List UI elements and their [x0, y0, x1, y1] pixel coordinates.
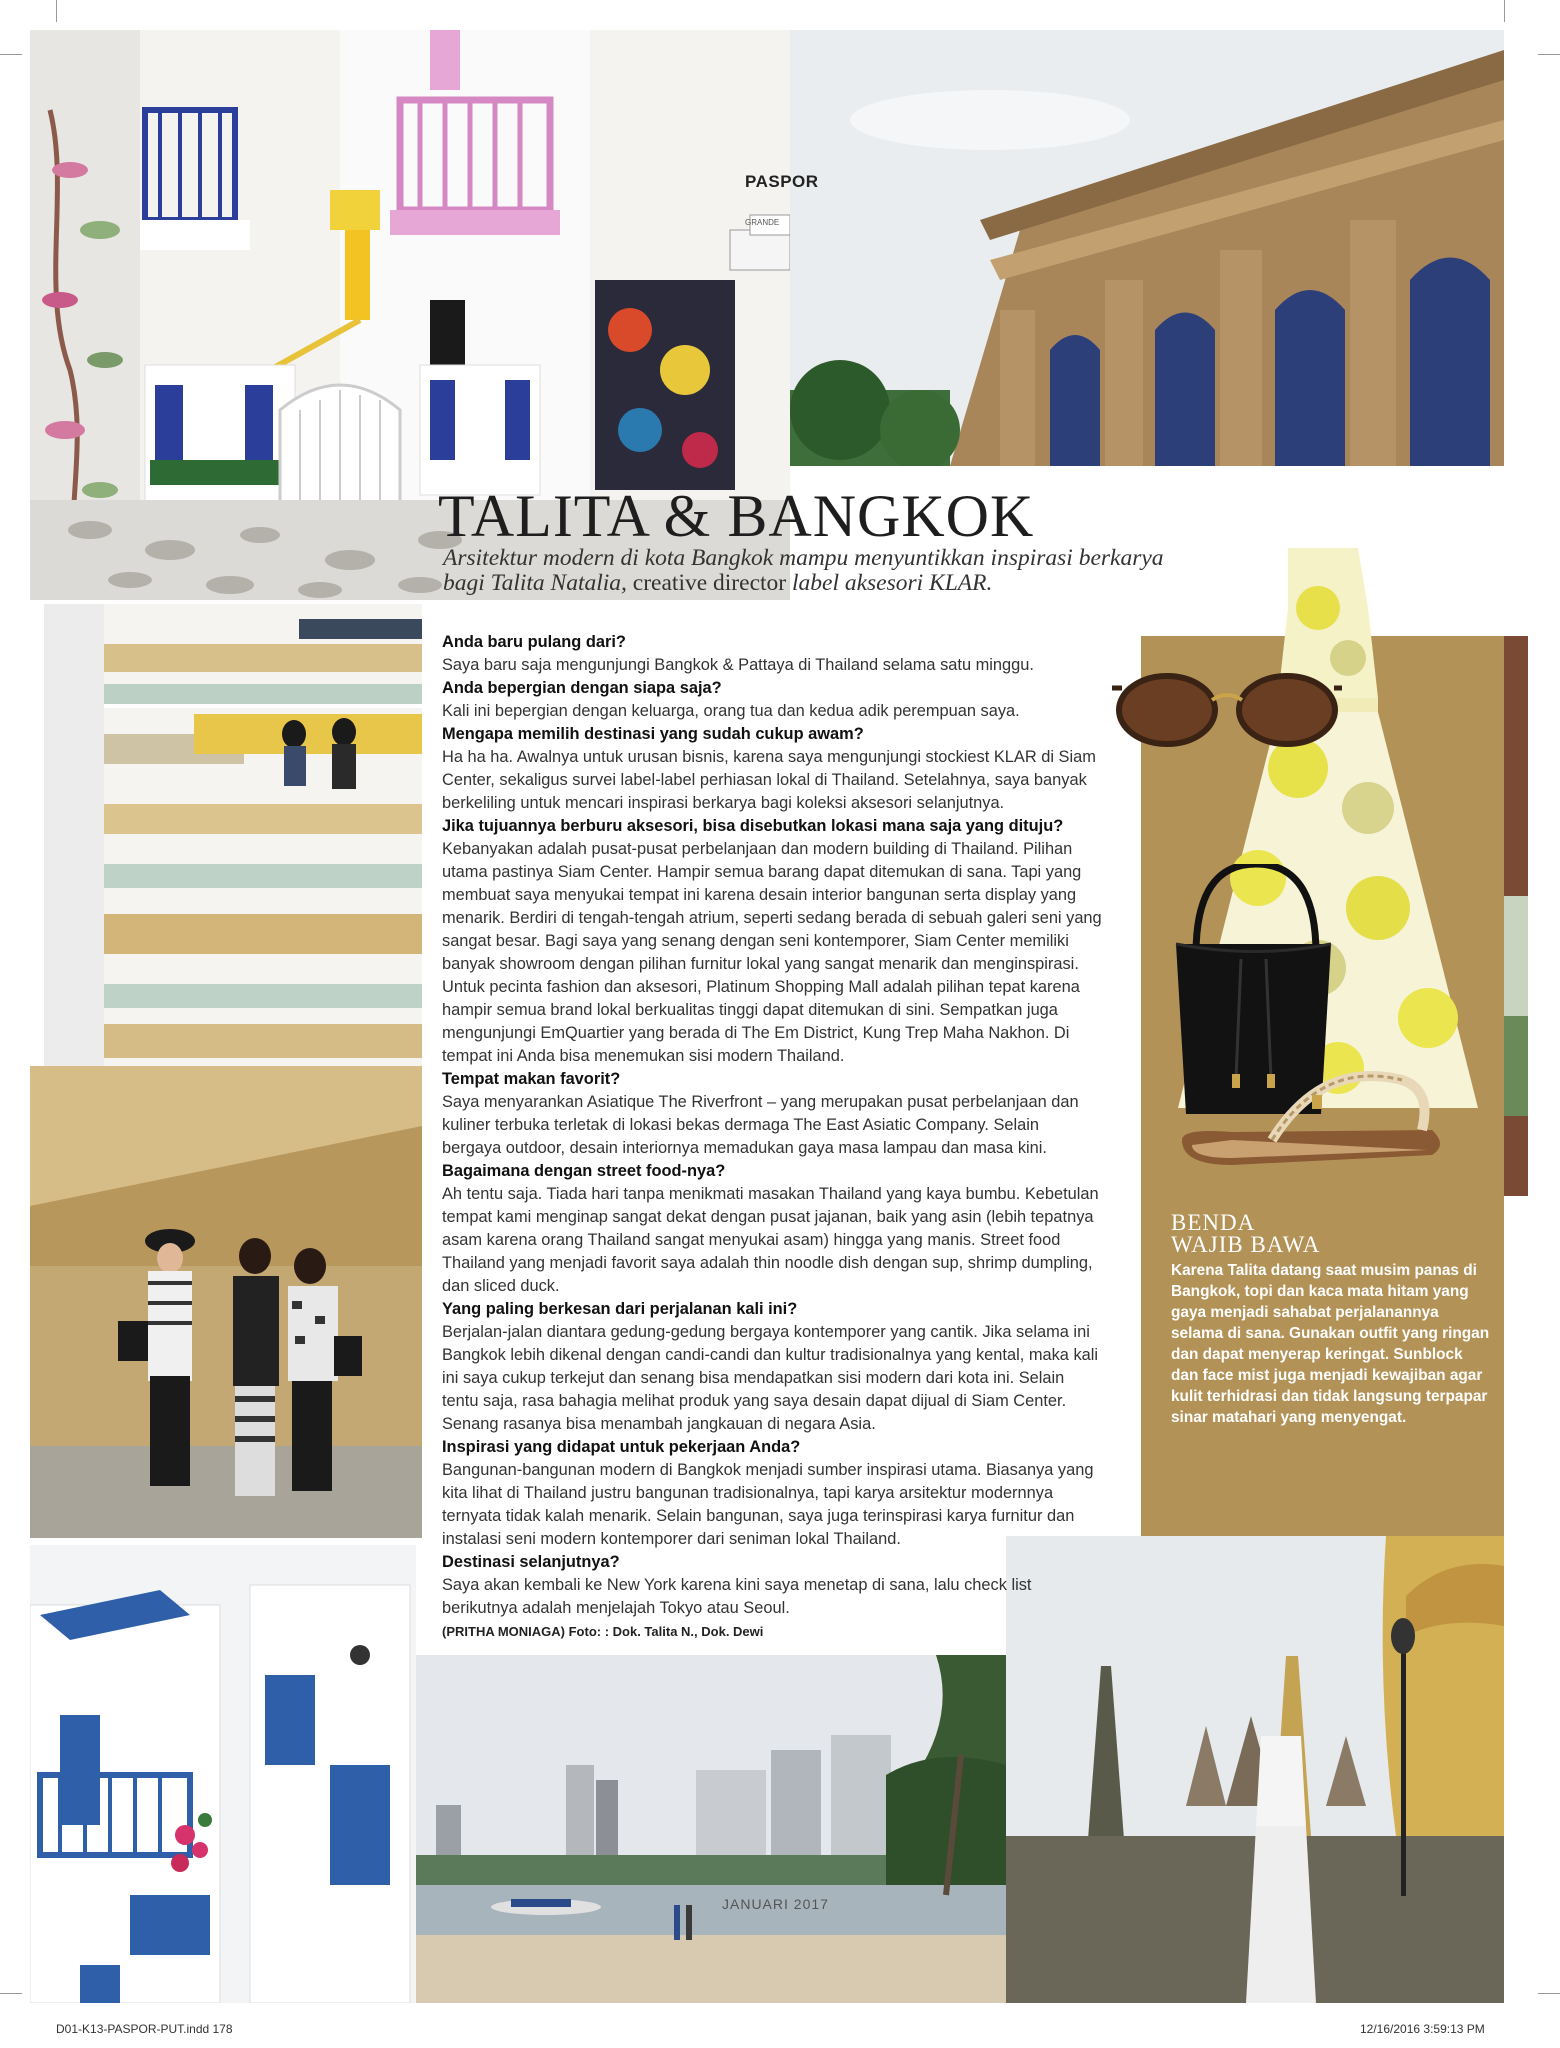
- sidebar-title-line: WAJIB BAWA: [1171, 1232, 1321, 1257]
- product-rope-sandals: [1172, 1060, 1448, 1168]
- interview-answer: Kali ini bepergian dengan keluarga, orang tua dan kedua adik perempuan saya.: [442, 702, 1020, 720]
- interview-question: Anda baru pulang dari?: [442, 633, 626, 651]
- sidebar-title: [1171, 1212, 1501, 1256]
- interview-question: Anda bepergian dengan siapa saja?: [442, 679, 722, 697]
- photo-blue-balcony-house: [30, 1545, 416, 2003]
- photo-pattaya-beach: [416, 1655, 1006, 2003]
- interview-question: Bagaimana dengan street food-nya?: [442, 1162, 726, 1180]
- crop-mark: [56, 0, 57, 22]
- interview-answer: Bangunan-bangunan modern di Bangkok menjadi sumber inspirasi utama. Biasanya yang kita lihat di Thailand justru bangunan tradisionalnya, tapi karya arsitektur modernnya ternyata tidak kalah menarik. Selain bangunan, saya juga terinspirasi karya furnitur dan instalasi seni modern kontemporer dari seniman lokal Thailand.: [442, 1461, 1094, 1548]
- interview-answer: Berjalan-jalan diantara gedung-gedung bergaya kontemporer yang cantik. Jika selama ini Bangkok lebih dikenal dengan candi-candi dan kultur tradisionalnya yang kental, maka kali ini saya cukup terkejut dan senang bisa mendapatkan sisi modern dari kota ini. Selain tentu saja, rasa bahagia melihat produk yang saya desain dapat dijual di Siam Center. Senang rasanya bisa menambah jangkauan di negara Asia.: [442, 1323, 1099, 1433]
- photo-credit: (PRITHA MONIAGA) Foto: : Dok. Talita N., Dok. Dewi: [442, 1624, 764, 1639]
- interview-question: Destinasi selanjutnya?: [442, 1553, 620, 1571]
- page-folio: JANUARI 2017: [722, 1896, 829, 1912]
- interview-answer: Saya baru saja mengunjungi Bangkok & Pattaya di Thailand selama satu minggu.: [442, 656, 1034, 674]
- photo-right-edge-strip: [1504, 636, 1528, 1196]
- crop-mark: [1538, 1993, 1560, 1994]
- footer-file-name: D01-K13-PASPOR-PUT.indd 178: [56, 2022, 233, 2036]
- crop-mark: [1538, 54, 1560, 55]
- interview-answer: Ah tentu saja. Tiada hari tanpa menikmati masakan Thailand yang kaya bumbu. Kebetulan tempat kami menginap sangat dekat dengan pusat jajanan, baik yang asin (lebih tepatnya asam karena orang Thailand sangat menyukai asam) hingga yang manis. Street food Thailand yang menjadi favorit saya adalah thin noodle dish dengan sup, shrimp dumpling, dan sliced duck.: [442, 1185, 1099, 1295]
- deck-text: Arsitektur modern di kota Bangkok mampu menyuntikkan inspirasi berkarya bagi Talita Natalia,: [443, 545, 1164, 596]
- photo-grand-palace-building: [790, 30, 1504, 466]
- article-title: TALITA & BANGKOK: [438, 483, 1035, 549]
- interview-question: Yang paling berkesan dari perjalanan kali ini?: [442, 1300, 798, 1318]
- section-label: PASPOR: [745, 172, 819, 191]
- interview-body: [442, 631, 1102, 1643]
- street-sign: GRANDE: [745, 218, 780, 227]
- interview-question: Inspirasi yang didapat untuk pekerjaan Anda?: [442, 1438, 801, 1456]
- crop-mark: [0, 1993, 22, 1994]
- interview-question: Mengapa memilih destinasi yang sudah cukup awam?: [442, 725, 864, 743]
- sidebar-title-line: BENDA: [1171, 1210, 1256, 1235]
- crop-mark: [1504, 0, 1505, 22]
- interview-answer: Kebanyakan adalah pusat-pusat perbelanjaan dan modern building di Thailand. Pilihan utama pastinya Siam Center. Hampir semua barang dapat ditemukan di sana. Tapi yang membuat saya menyukai tempat ini karena desain interior bangunan serta display yang menarik. Berdiri di tengah-tengah atrium, seperti sedang berada di sebuah galeri seni yang sangat besar. Bagi saya yang senang dengan seni kontemporer, Siam Center memiliki banyak showroom dengan pilihan furnitur lokal yang sangat menarik dan menginspirasi. Untuk pecinta fashion dan aksesori, Platinum Shopping Mall adalah pilihan tepat karena hampir semua brand lokal berkualitas tinggi dapat ditemukan di sini. Sempatkan juga mengunjungi EmQuartier yang berada di The Em District, Kung Trep Maha Nakhon. Di tempat ini Anda bisa menemukan sisi modern Thailand.: [442, 840, 1102, 1065]
- photo-siam-center-interior: [44, 604, 422, 1066]
- interview-answer: Ha ha ha. Awalnya untuk urusan bisnis, karena saya mengunjungi stockiest KLAR di Siam Center, sekaligus survei label-label perhiasan lokal di Thailand. Setelahnya, saya banyak berkeliling untuk mencari inspirasi berkarya bagi koleksi aksesori selanjutnya.: [442, 748, 1096, 812]
- photo-three-women-gold-wall: [30, 1066, 422, 1538]
- deck-role: creative director: [626, 570, 792, 596]
- crop-mark: [0, 54, 22, 55]
- article-deck: [443, 546, 1173, 596]
- interview-question: Tempat makan favorit?: [442, 1070, 621, 1088]
- footer-timestamp: 12/16/2016 3:59:13 PM: [1360, 2022, 1485, 2036]
- interview-answer: Saya menyarankan Asiatique The Riverfront – yang merupakan pusat perbelanjaan dan kuliner terbuka terletak di lokasi bekas dermaga The East Asiatic Company. Selain bergaya outdoor, desain interiornya memadukan gaya masa lampau dan masa kini.: [442, 1093, 1079, 1157]
- interview-answer: Saya akan kembali ke New York karena kini saya menetap di sana, lalu check list berikutnya adalah menjelajah Tokyo atau Seoul.: [442, 1576, 1032, 1617]
- product-sunglasses: [1112, 670, 1342, 750]
- interview-question: Jika tujuannya berburu aksesori, bisa disebutkan lokasi mana saja yang dituju?: [442, 817, 1064, 835]
- sidebar-text: Karena Talita datang saat musim panas di Bangkok, topi dan kaca mata hitam yang gaya menjadi sahabat perjalanannya selama di sana. Gunakan outfit yang ringan dan dapat menyerap keringat. Sunblock dan face mist juga menjadi kewajiban agar kulit terhidrasi dan tidak langsung terpapar sinar matahari yang menyengat.: [1171, 1262, 1490, 1426]
- deck-label: label aksesori KLAR.: [791, 570, 993, 596]
